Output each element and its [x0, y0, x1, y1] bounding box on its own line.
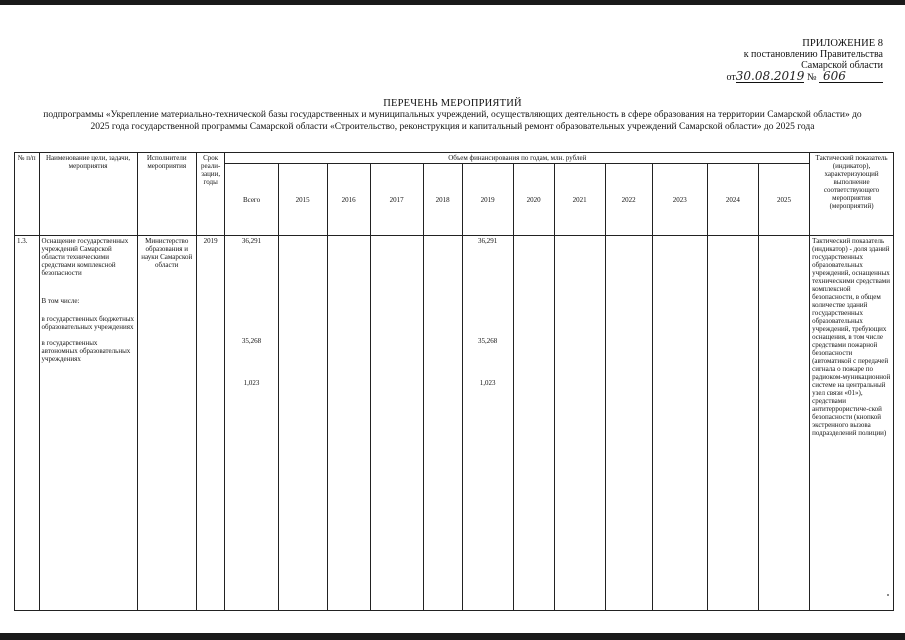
header-year-2015: 2015	[278, 164, 327, 236]
header-year-2017: 2017	[370, 164, 423, 236]
appendix-title: ПРИЛОЖЕНИЕ 8	[802, 38, 883, 49]
document-subtitle: подпрограммы «Укрепление материально-технической базы государственных и муниципальных учреждений, осуществляющих деятельность в сфере образования на территории Самарской области» до 2025 года государственной программы Самарской области «Строительство, реконструкция и капитальный ремонт образовательных учреждений Самарской области» до 2025 года	[43, 110, 862, 132]
header-row-top	[15, 153, 894, 164]
row-sub2-name: в государственных автономных образовательных учреждениях	[41, 339, 131, 363]
measures-table	[14, 152, 894, 611]
header-num: № п/п	[15, 153, 40, 236]
row-2019: 36,291	[477, 237, 498, 245]
row-sub1-2019: 35,268	[477, 337, 498, 345]
header-total: Всего	[225, 164, 278, 236]
row-2017	[370, 236, 423, 611]
row-2025	[758, 236, 809, 611]
row-sub2-2019: 1,023	[479, 379, 496, 387]
row-2021	[554, 236, 605, 611]
row-2019-cell	[462, 236, 513, 611]
row-2023	[652, 236, 707, 611]
scan-speck	[887, 594, 889, 596]
header-funding: Объем финансирования по годам, млн. рублей	[225, 153, 810, 164]
appendix-line-1: к постановлению Правительства	[743, 49, 883, 60]
row-executor: Министерство образования и науки Самарской области	[137, 236, 196, 611]
row-name: Оснащение государственных учреждений Самарской области техническими средствами комплексной безопасности	[41, 237, 129, 277]
measures-table-wrapper	[14, 152, 894, 602]
header-executors: Исполнители мероприятия	[137, 153, 196, 236]
row-including: В том числе:	[41, 297, 80, 305]
row-2024	[707, 236, 758, 611]
row-name-cell	[39, 236, 137, 611]
header-name: Наименование цели, задачи, мероприятия	[39, 153, 137, 236]
header-year-2024: 2024	[707, 164, 758, 236]
header-term: Срок реали-зации, годы	[196, 153, 225, 236]
header-year-2022: 2022	[605, 164, 652, 236]
header-year-2020: 2020	[513, 164, 554, 236]
appendix-date-line	[726, 71, 883, 83]
row-indicator: Тактический показатель (индикатор) - доля зданий государственных образовательных учреждений, оснащенных техническими средствами комплексной безопасности, в общем количестве зданий государственных образовательных учреждений, требующих оснащения, в том числе средствами пожарной безопасности (автоматикой с передачей сигнала о пожаре по радиоком-муникационной системе на центральный узел связи «01»), средствами антитеррористиче-ской безопасности (кнопкой экстренного вызова подразделений полиции)	[810, 236, 894, 611]
header-year-2019: 2019	[462, 164, 513, 236]
row-sub1-total: 35,268	[241, 337, 262, 345]
row-sub2-total: 1,023	[243, 379, 260, 387]
header-year-2018: 2018	[423, 164, 462, 236]
appendix-block	[726, 38, 883, 83]
scan-border-top	[0, 0, 905, 5]
row-2016	[327, 236, 370, 611]
row-total-cell	[225, 236, 278, 611]
scan-border-bottom	[0, 633, 905, 640]
header-year-2016: 2016	[327, 164, 370, 236]
appendix-line-2: Самарской области	[801, 60, 883, 71]
handwritten-date: 30.08.2019	[735, 69, 805, 83]
row-term: 2019	[196, 236, 225, 611]
header-indicator: Тактический показатель (индикатор), характеризующий выполнение соответствующего мероприятия (мероприятий)	[810, 153, 894, 236]
row-total: 36,291	[241, 237, 262, 245]
date-prefix: от	[726, 72, 736, 83]
row-num: 1.3.	[15, 236, 40, 611]
row-sub1-name: в государственных бюджетных образовательных учреждениях	[41, 315, 135, 331]
number-prefix: №	[806, 72, 817, 83]
document-title: ПЕРЕЧЕНЬ МЕРОПРИЯТИЙ	[383, 98, 522, 109]
handwritten-number: 606	[819, 71, 883, 83]
header-year-2021: 2021	[554, 164, 605, 236]
row-2018	[423, 236, 462, 611]
table-row	[15, 236, 894, 611]
header-year-2023: 2023	[652, 164, 707, 236]
row-2020	[513, 236, 554, 611]
row-2015	[278, 236, 327, 611]
header-year-2025: 2025	[758, 164, 809, 236]
row-2022	[605, 236, 652, 611]
